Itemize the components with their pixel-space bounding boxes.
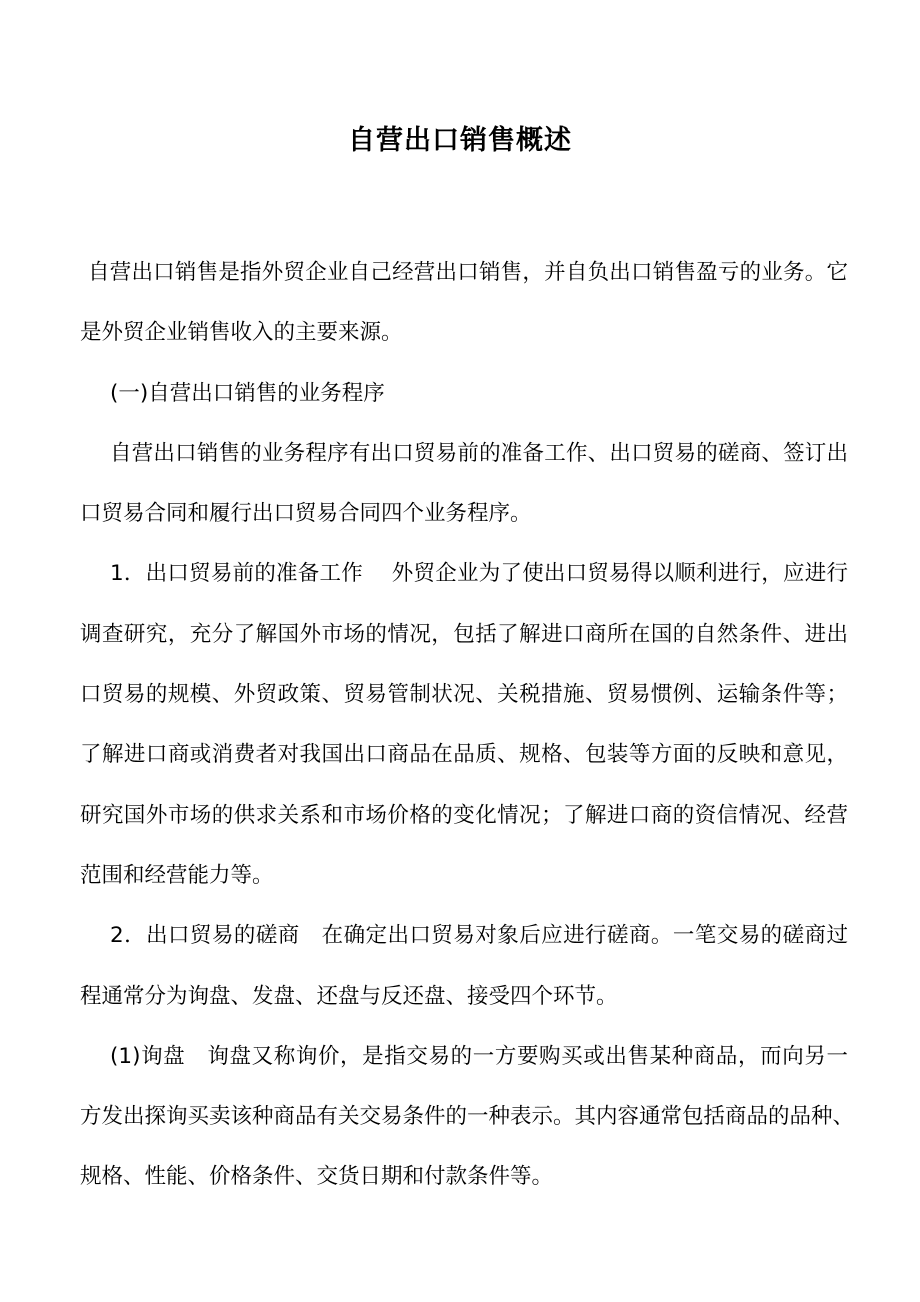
text-line: 规格、性能、价格条件、交货日期和付款条件等。 [80,1164,554,1190]
text-line: 程通常分为询盘、发盘、还盘与反还盘、接受四个环节。 [80,983,618,1009]
text-line: 口贸易合同和履行出口贸易合同四个业务程序。 [80,501,532,527]
text-line: 范围和经营能力等。 [80,862,274,888]
text-line: 了解进口商或消费者对我国出口商品在品质、规格、包装等方面的反映和意见， [80,742,848,768]
document-body [80,243,855,1208]
text-line: 是外贸企业销售收入的主要来源。 [80,320,403,346]
document-title: 自营出口销售概述 [348,125,572,156]
text-line: (一)自营出口销售的业务程序 [110,380,385,406]
text-line: (1)询盘 询盘又称询价，是指交易的一方要购买或出售某种商品，而向另一 [110,1043,848,1069]
text-line: 2．出口贸易的磋商 在确定出口贸易对象后应进行磋商。一笔交易的磋商过 [110,923,848,949]
text-line: 方发出探询买卖该种商品有关交易条件的一种表示。其内容通常包括商品的品种、 [80,1104,855,1130]
text-line: 口贸易的规模、外贸政策、贸易管制状况、关税措施、贸易惯例、运输条件等； [80,682,848,708]
text-line: 研究国外市场的供求关系和市场价格的变化情况；了解进口商的资信情况、经营 [80,802,848,828]
text-line: 自营出口销售是指外贸企业自己经营出口销售，并自负出口销售盈亏的业务。它 [88,260,848,285]
text-line: 1．出口贸易前的准备工作 外贸企业为了使出口贸易得以顺利进行，应进行 [110,561,848,587]
text-line: 调查研究，充分了解国外市场的情况，包括了解进口商所在国的自然条件、进出 [80,621,848,647]
text-line: 自营出口销售的业务程序有出口贸易前的准备工作、出口贸易的磋商、签订出 [110,440,848,466]
